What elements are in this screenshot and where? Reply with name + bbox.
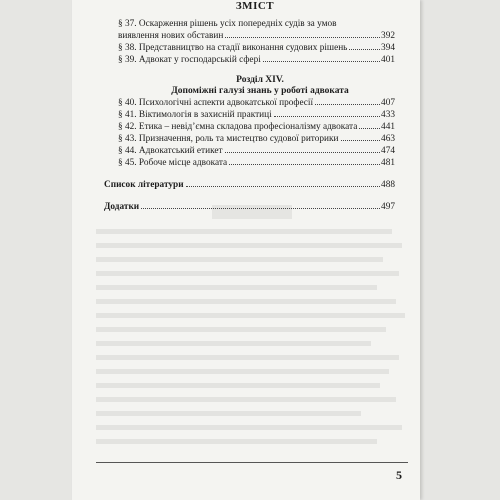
toc-leader-dots [274,116,380,117]
section-title: Розділ XIV. [236,75,284,85]
toc-entry-40 [118,98,395,109]
toc-entry-text: § 38. Представництво на стадії виконання судових рішень [118,43,348,53]
toc-entry-text: § 44. Адвокатський етикет [118,146,223,156]
toc-entry-text: § 39. Адвокат у господарській сфері [118,55,261,65]
toc-leader-dots [229,164,380,165]
toc-entry-42 [118,122,395,133]
section-subtitle: Допоміжні галузі знань у роботі адвоката [171,86,349,96]
bleed-through-text [96,205,408,450]
toc-entry-text: § 40. Психологічні аспекти адвокатської професії [118,98,314,108]
toc-entry-41 [118,110,395,121]
toc-entry-appendices [104,202,395,213]
toc-leader-dots [225,37,380,38]
toc-entry-43 [118,134,395,145]
toc-entry-text: Список літератури [104,180,184,190]
toc-leader-dots [225,152,380,153]
toc-leader-dots [349,49,380,50]
page-number: 5 [396,468,402,482]
toc-leader-dots [315,104,380,105]
toc-entry-text: § 42. Етика – невід’ємна складова професіоналізму адвоката [118,122,358,132]
toc-page-number: 441 [381,122,395,132]
toc-page-number: 463 [381,134,395,144]
toc-entry-text: виявлення нових обставин [118,31,224,41]
toc-entry-text: § 43. Призначення, роль та мистецтво судової риторики [118,134,339,144]
toc-page-number: 392 [381,31,395,41]
toc-entry-text: § 45. Робоче місце адвоката [118,158,228,168]
toc-leader-dots [359,128,380,129]
toc-page-number: 407 [381,98,395,108]
footer-rule [96,462,408,463]
toc-leader-dots [186,186,380,187]
toc-entry-38 [118,43,395,54]
toc-page-number: 481 [381,158,395,168]
toc-entry-text: Додатки [104,202,140,212]
toc-entry-39 [118,55,395,66]
toc-entry-text: § 41. Віктимологія в захисній практиці [118,110,272,120]
toc-entry-37 [118,31,395,42]
toc-page-number: 474 [381,146,395,156]
toc-entry-37-line1: § 37. Оскарження рішень усіх попередніх судів за умов [118,19,337,29]
toc-leader-dots [141,208,380,209]
toc-leader-dots [341,140,381,141]
toc-entry-bibliography [104,180,395,191]
toc-page-number: 497 [381,202,395,212]
toc-page-number: 488 [381,180,395,190]
toc-entry-45 [118,158,395,169]
toc-page-number: 394 [381,43,395,53]
toc-page-number: 433 [381,110,395,120]
toc-page-number: 401 [381,55,395,65]
toc-leader-dots [263,61,380,62]
page-header: ЗМІСТ [235,0,275,12]
toc-entry-44 [118,146,395,157]
